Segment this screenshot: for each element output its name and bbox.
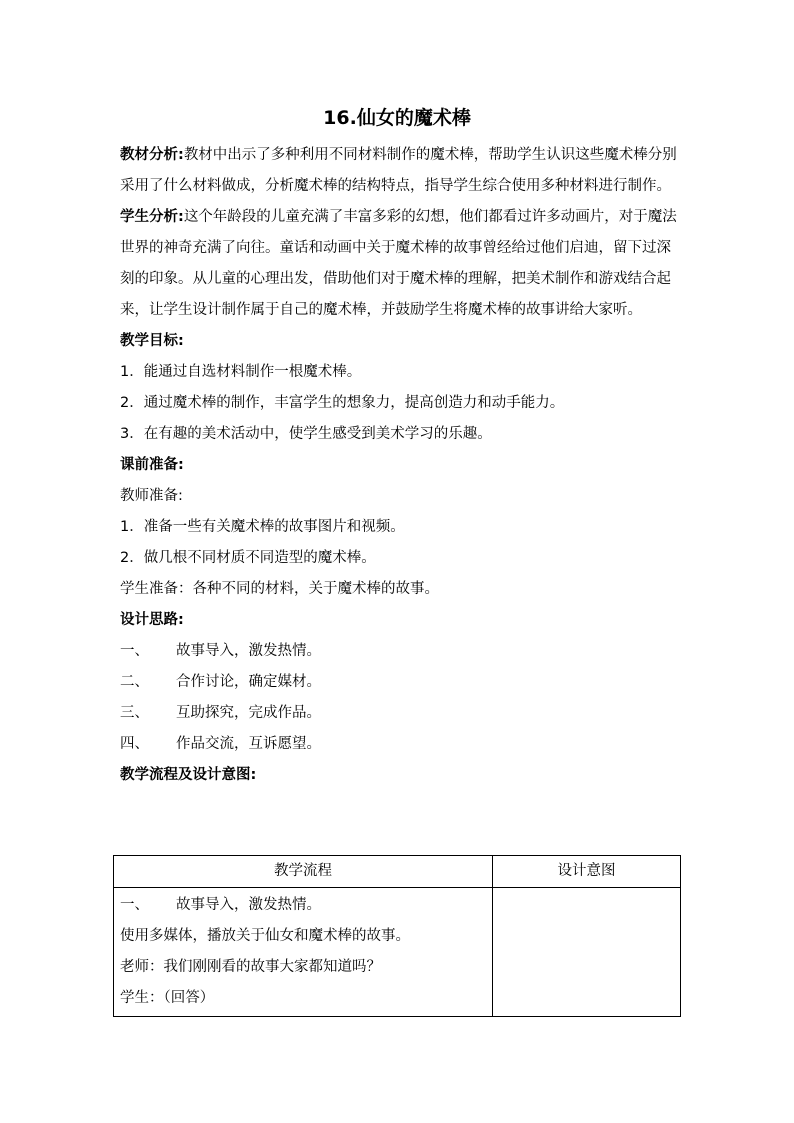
design-step-text: 作品交流，互诉愿望。: [176, 736, 321, 752]
student-analysis-paragraph: [120, 202, 680, 326]
material-analysis-text: 教材中出示了多种利用不同材料制作的魔术棒，帮助学生认识这些魔术棒分别采用了什么材料做成，分析魔术棒的结构特点，指导学生综合使用多种材料进行制作。: [120, 147, 677, 194]
flow-table-wrapper: [113, 855, 681, 1017]
flow-table-process-cell: [114, 888, 493, 1017]
goal-item: 2．通过魔术棒的制作，丰富学生的想象力，提高创造力和动手能力。: [120, 395, 565, 411]
design-step: [120, 667, 680, 698]
goal-item: 3．在有趣的美术活动中，使学生感受到美术学习的乐趣。: [120, 426, 492, 442]
design-heading: 设计思路:: [120, 612, 184, 628]
student-analysis-label: 学生分析:: [120, 209, 184, 225]
flow-step-text: 故事导入，激发热情。: [176, 897, 321, 913]
document-title: 16.仙女的魔术棒: [323, 107, 471, 129]
design-step-index: 一、: [120, 643, 149, 659]
document-body: [120, 140, 680, 791]
design-step-index: 二、: [120, 674, 149, 690]
flow-heading: 教学流程及设计意图:: [120, 767, 257, 783]
flow-step-index: 一、: [120, 897, 149, 913]
material-analysis-label: 教材分析:: [120, 147, 184, 163]
teacher-preparation-item: 1．准备一些有关魔术棒的故事图片和视频。: [120, 519, 405, 535]
teacher-preparation-item: 2．做几根不同材质不同造型的魔术棒。: [120, 550, 376, 566]
goals-heading: 教学目标:: [120, 333, 184, 349]
flow-table-header-process: 教学流程: [114, 856, 493, 888]
design-step-index: 四、: [120, 736, 149, 752]
teacher-preparation-label: 教师准备:: [120, 488, 183, 504]
design-step: [120, 729, 680, 760]
design-step-text: 故事导入，激发热情。: [176, 643, 321, 659]
goal-item: 1．能通过自选材料制作一根魔术棒。: [120, 364, 362, 380]
preparation-heading: 课前准备:: [120, 457, 184, 473]
design-step: [120, 698, 680, 729]
design-step: [120, 636, 680, 667]
flow-table-header-row: [114, 856, 681, 888]
design-step-index: 三、: [120, 705, 149, 721]
flow-line: 老师：我们刚刚看的故事大家都知道吗？: [120, 959, 381, 975]
table-row: [114, 888, 681, 1017]
flow-table: [113, 855, 681, 1017]
material-analysis-paragraph: [120, 140, 680, 202]
flow-line: 使用多媒体，播放关于仙女和魔术棒的故事。: [120, 928, 410, 944]
flow-table-intent-cell: [493, 888, 681, 1017]
design-step-text: 合作讨论，确定媒材。: [176, 674, 321, 690]
student-analysis-text: 这个年龄段的儿童充满了丰富多彩的幻想，他们都看过许多动画片，对于魔法世界的神奇充满了向往。童话和动画中关于魔术棒的故事曾经给过他们启迪，留下过深刻的印象。从儿童的心理出发，借助他们对于魔术棒的理解，把美术制作和游戏结合起来，让学生设计制作属于自己的魔术棒，并鼓励学生将魔术棒的故事讲给大家听。: [120, 209, 677, 318]
flow-table-header-intent: 设计意图: [493, 856, 681, 888]
flow-step-line: [120, 890, 486, 921]
student-preparation-line: 学生准备：各种不同的材料，关于魔术棒的故事。: [120, 581, 439, 597]
flow-line: 学生：（回答）: [120, 990, 215, 1006]
design-step-text: 互助探究，完成作品。: [176, 705, 321, 721]
